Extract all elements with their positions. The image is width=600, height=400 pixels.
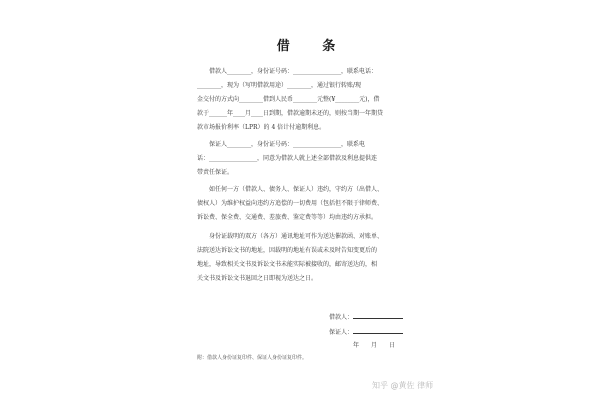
text-line: 如任何一方（借款人、债务人、保证人）违约，守约方（出借人、 (209, 186, 384, 193)
paragraph-guarantor (197, 138, 415, 180)
text-line: 地址，导致相关文书及诉讼文书未能实际被接收的，邮寄送达的，相 (197, 261, 378, 268)
guarantor-signature-label: 保证人： (329, 329, 354, 336)
text-line: 金交付的方式向________借到人民币________元整(¥________元)，借 (197, 96, 380, 103)
text-line: 保证人________，身份证号码：________________，联系电 (209, 141, 366, 148)
signature-line (353, 326, 403, 334)
borrower-signature-label: 借款人： (329, 314, 354, 321)
watermark: 知乎 @黄佐 律师 (372, 381, 434, 390)
document-title: 借 条 (276, 39, 350, 54)
text-line: 诉讼费、保全费、交通费、差旅费、鉴定费等等）均由违约方承担。 (197, 214, 378, 221)
text-line: 款市场报价利率（LPR）的 4 倍计付逾期利息。 (197, 124, 326, 131)
text-line: ________，现为（写明借款用途）________，通过银行转账/现 (197, 82, 362, 89)
borrower-signature (329, 311, 403, 321)
text-line: 带责任保证。 (197, 169, 234, 176)
text-line: 借款人________，身份证号码：________________，联系电话： (209, 68, 378, 75)
text-line: 话：________________，同意为借款人就上述全部借款及利息提供连 (197, 155, 378, 162)
paragraph-breach (197, 183, 415, 225)
text-line: 款于______年____月____日到期，借款逾期未还的，则按当期一年期贷 (197, 110, 384, 117)
attachment-note: 附：借款人身份证复印件、保证人身份证复印件。 (197, 355, 308, 361)
text-line: 身份证载明的双方（各方）通讯地址可作为送达催款函、对账单、 (209, 233, 384, 240)
loan-document (197, 20, 415, 392)
paragraph-service-address (197, 230, 415, 286)
text-line: 债权人）为维护权益向违约方追偿的一切费用（包括但不限于律师费、 (197, 200, 384, 207)
signature-line (353, 311, 403, 319)
text-line: 关文书及诉讼文书退回之日即视为送达之日。 (197, 275, 318, 282)
signature-date: 年 月 日 (353, 342, 396, 349)
guarantor-signature (329, 326, 403, 336)
text-line: 法院送达诉讼文书的地址，因载明的地址有误或未及时告知变更后的 (197, 247, 378, 254)
paragraph-borrower (197, 65, 415, 135)
